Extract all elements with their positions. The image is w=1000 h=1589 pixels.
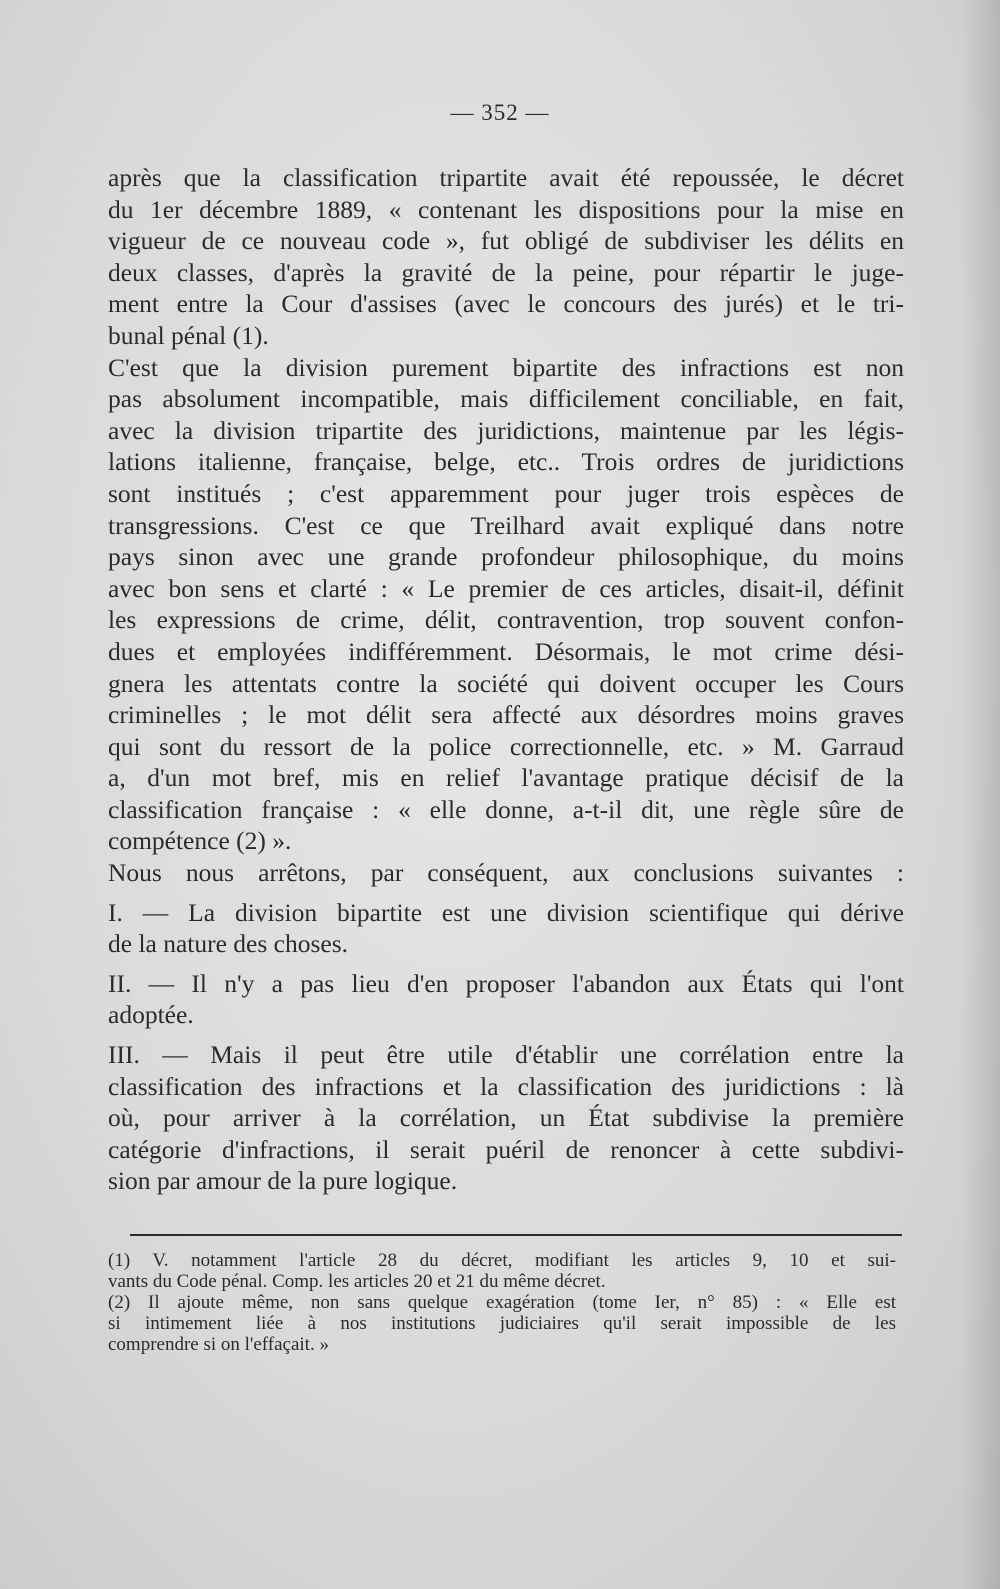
conclusion-item	[108, 968, 904, 1031]
conclusion-item	[108, 1039, 904, 1197]
text-line: sont institués ; c'est apparemment pour juger trois espèces de	[108, 478, 904, 508]
text-line: avec bon sens et clarté : « Le premier de ces articles, disait-il, définit	[108, 573, 904, 603]
text-line: Nous nous arrêtons, par conséquent, aux conclusions suivantes :	[108, 858, 904, 888]
text-line: qui sont du ressort de la police correctionnelle, etc. » M. Garraud	[108, 731, 904, 761]
text-line: du 1er décembre 1889, « contenant les dispositions pour la mise en	[108, 194, 904, 224]
text-line: compétence (2) ».	[108, 826, 292, 856]
text-line: dues et employées indifféremment. Désormais, le mot crime dési-	[108, 636, 904, 666]
footnote-line: vants du Code pénal. Comp. les articles 20 et 21 du même décret.	[108, 1271, 606, 1292]
text-line: vigueur de ce nouveau code », fut obligé de subdiviser les délits en	[108, 226, 904, 256]
text-line: deux classes, d'après la gravité de la peine, pour répartir le juge-	[108, 257, 904, 287]
text-line: gnera les attentats contre la société qui doivent occuper les Cours	[108, 668, 904, 698]
text-line: lations italienne, française, belge, etc.. Trois ordres de juridictions	[108, 447, 904, 477]
footnote-separator	[130, 1234, 902, 1236]
text-line: ment entre la Cour d'assises (avec le concours des jurés) et le tri-	[108, 289, 904, 319]
page-number: — 352 —	[450, 100, 550, 125]
paragraph	[108, 857, 904, 889]
text-line: I. — La division bipartite est une division scientifique qui dérive	[108, 897, 904, 927]
text-line: bunal pénal (1).	[108, 320, 269, 350]
text-line: criminelles ; le mot délit sera affecté aux désordres moins graves	[108, 700, 904, 730]
text-line: avec la division tripartite des juridictions, maintenue par les légis-	[108, 415, 904, 445]
text-line: adoptée.	[108, 1000, 194, 1030]
text-line: C'est que la division purement bipartite des infractions est non	[108, 352, 904, 382]
footnotes	[108, 1250, 896, 1355]
text-line: les expressions de crime, délit, contravention, trop souvent confon-	[108, 605, 904, 635]
footnote	[108, 1292, 896, 1355]
footnote-line: (1) V. notamment l'article 28 du décret, modifiant les articles 9, 10 et sui-	[108, 1250, 896, 1271]
footnote	[108, 1250, 896, 1292]
footnote-line: si intimement liée à nos institutions judiciaires qu'il serait impossible de les	[108, 1313, 896, 1334]
text-line: sion par amour de la pure logique.	[108, 1166, 458, 1196]
text-line: après que la classification tripartite avait été repoussée, le décret	[108, 163, 904, 192]
footnote-line: comprendre si on l'effaçait. »	[108, 1334, 329, 1355]
text-line: II. — Il n'y a pas lieu d'en proposer l'abandon aux États qui l'ont	[108, 968, 904, 998]
body-text	[108, 162, 904, 1197]
text-line: classification des infractions et la classification des juridictions : là	[108, 1071, 904, 1101]
paragraph	[108, 352, 904, 858]
text-line: III. — Mais il peut être utile d'établir une corrélation entre la	[108, 1040, 904, 1070]
text-line: de la nature des choses.	[108, 929, 349, 959]
text-line: classification française : « elle donne, a-t-il dit, une règle sûre de	[108, 794, 904, 824]
text-line: pas absolument incompatible, mais difficilement conciliable, en fait,	[108, 384, 904, 414]
text-line: transgressions. C'est ce que Treilhard avait expliqué dans notre	[108, 510, 904, 540]
text-line: catégorie d'infractions, il serait puéril de renoncer à cette subdivi-	[108, 1134, 904, 1164]
text-line: où, pour arriver à la corrélation, un État subdivise la première	[108, 1103, 904, 1133]
paragraph	[108, 162, 904, 352]
text-line: a, d'un mot bref, mis en relief l'avantage pratique décisif de la	[108, 763, 904, 793]
text-line: pays sinon avec une grande profondeur philosophique, du moins	[108, 542, 904, 572]
conclusion-item	[108, 897, 904, 960]
footnote-line: (2) Il ajoute même, non sans quelque exagération (tome Ier, n° 85) : « Elle est	[108, 1292, 896, 1313]
